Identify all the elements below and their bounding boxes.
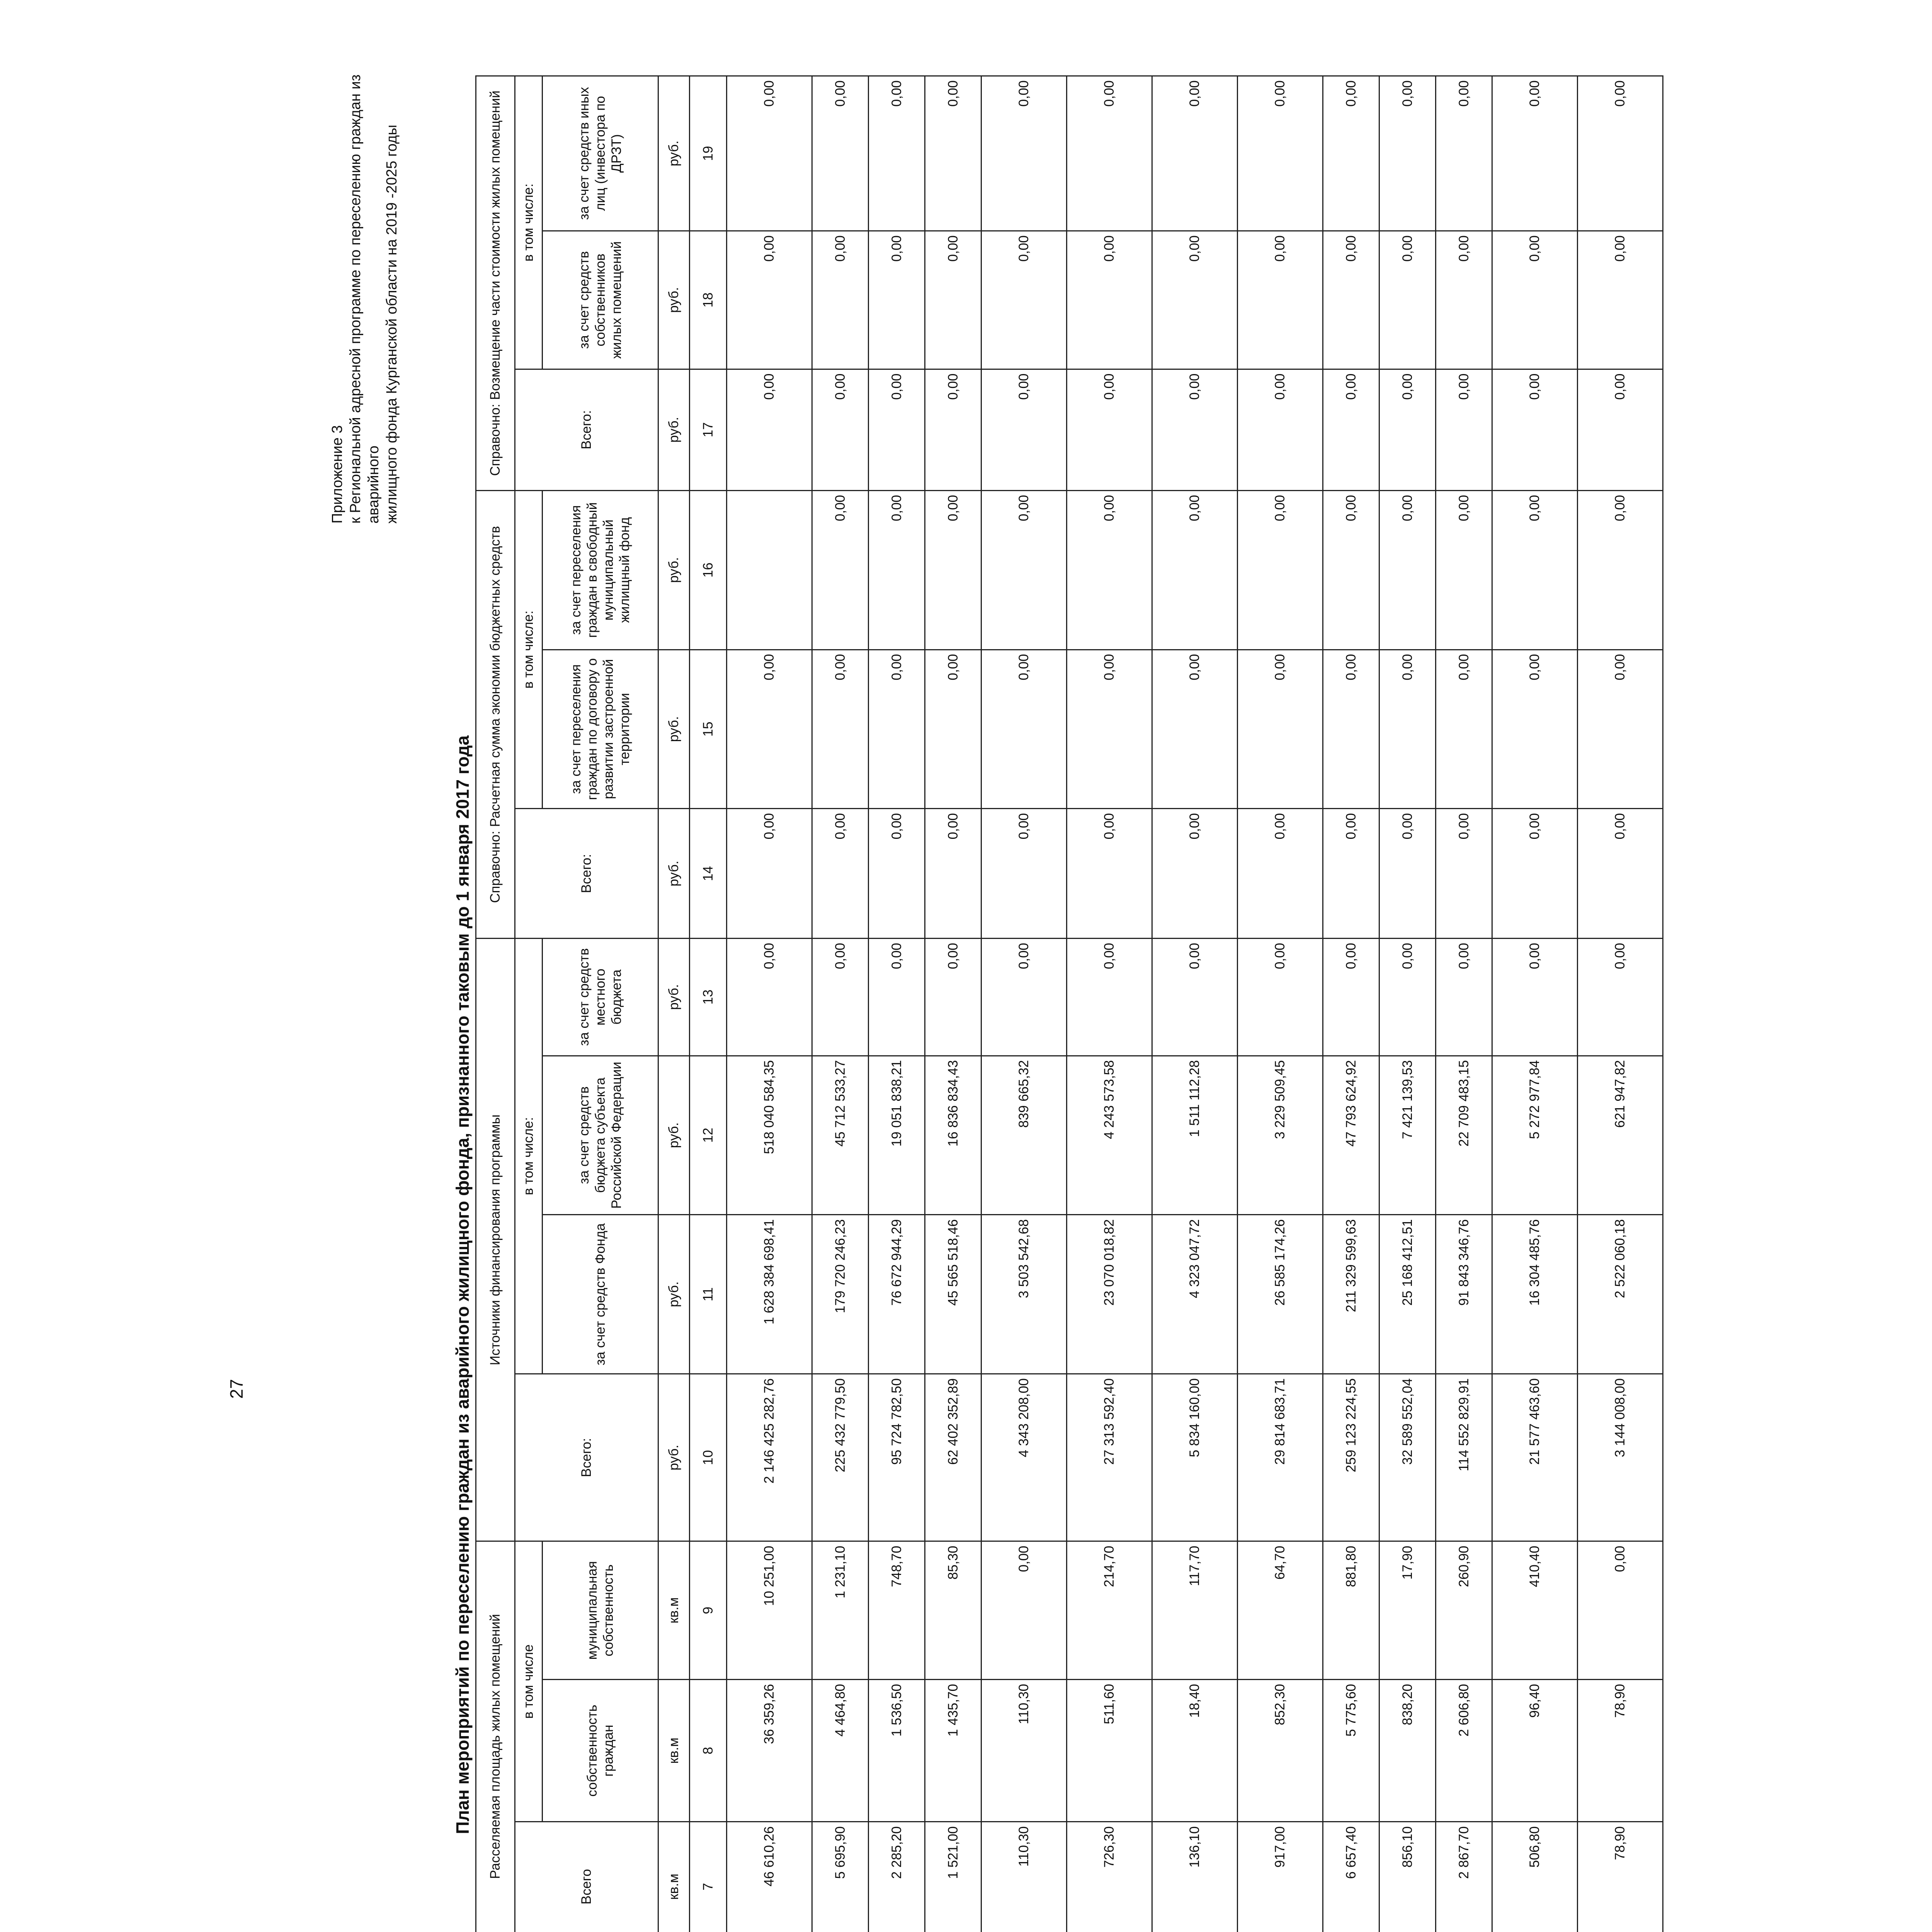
value-cell: 0,00: [1436, 939, 1492, 1056]
value-cell: 0,00: [1379, 490, 1436, 650]
value-cell: 0,00: [1067, 650, 1152, 809]
column-number-cell: 14: [690, 809, 727, 939]
value-cell: 0,00: [869, 650, 925, 809]
column-numbers-row: [690, 76, 727, 1932]
header-savings-free-fund: за счет переселения граждан в свободный муниципальный жилищный фонд: [543, 490, 658, 650]
value-cell: 46 610,26: [727, 1822, 812, 1932]
value-cell: 5 695,90: [812, 1822, 869, 1932]
value-cell: 0,00: [1152, 809, 1238, 939]
value-cell: 0,00: [1578, 231, 1663, 369]
value-cell: 0,00: [1238, 809, 1323, 939]
column-number-cell: 8: [690, 1679, 727, 1821]
value-cell: 16 304 485,76: [1492, 1215, 1578, 1374]
value-cell: 0,00: [812, 809, 869, 939]
value-cell: 0,00: [727, 369, 812, 490]
header-citizens-own-area: собственность граждан: [543, 1679, 658, 1821]
value-cell: 0,00: [727, 650, 812, 809]
value-cell: 0,00: [1323, 76, 1379, 231]
value-cell: 748,70: [869, 1541, 925, 1680]
value-cell: 0,00: [1238, 231, 1323, 369]
appendix-line-3: жилищного фонда Курганской области на 2019 -2025 годы: [384, 124, 400, 524]
header-reimb-incl: в том числе:: [515, 76, 543, 369]
value-cell: 110,30: [981, 1679, 1067, 1821]
unit-cell: кв.м: [658, 1679, 690, 1821]
value-cell: 1 435,70: [925, 1679, 981, 1821]
value-cell: 0,00: [1238, 369, 1323, 490]
value-cell: 0,00: [1492, 939, 1578, 1056]
value-cell: 506,80: [1492, 1822, 1578, 1932]
value-cell: 0,00: [981, 809, 1067, 939]
value-cell: 0,00: [727, 76, 812, 231]
unit-cell: руб.: [658, 1215, 690, 1374]
value-cell: 1 511 112,28: [1152, 1056, 1238, 1215]
appendix-note: [328, 37, 401, 524]
value-cell: 0,00: [1492, 809, 1578, 939]
column-number-cell: 18: [690, 231, 727, 369]
header-other-persons: за счет средств иных лиц (инвестора по ДРЗТ): [543, 76, 658, 231]
header-finance-group: Источники финансирования программы: [476, 939, 515, 1541]
value-cell: 0,00: [981, 650, 1067, 809]
value-cell: 4 243 573,58: [1067, 1056, 1152, 1215]
value-cell: 0,00: [981, 369, 1067, 490]
unit-cell: руб.: [658, 1056, 690, 1215]
value-cell: 0,00: [1067, 369, 1152, 490]
value-cell: 0,00: [1436, 809, 1492, 939]
value-cell: 32 589 552,04: [1379, 1374, 1436, 1541]
document-title: План мероприятий по переселению граждан из аварийного жилищного фонда, признанного таковым до 1 января 2017 года: [452, 735, 473, 1834]
value-cell: 881,80: [1323, 1541, 1379, 1680]
value-cell: 0,00: [1379, 231, 1436, 369]
value-cell: 0,00: [1578, 809, 1663, 939]
value-cell: 0,00: [1152, 369, 1238, 490]
value-cell: 0,00: [1379, 939, 1436, 1056]
value-cell: 64,70: [1238, 1541, 1323, 1680]
value-cell: 917,00: [1238, 1822, 1323, 1932]
value-cell: 0,00: [981, 1541, 1067, 1680]
value-cell: 0,00: [1067, 76, 1152, 231]
value-cell: 1 521,00: [925, 1822, 981, 1932]
value-cell: 0,00: [727, 231, 812, 369]
value-cell: 0,00: [925, 231, 981, 369]
header-area-incl: в том числе: [515, 1541, 543, 1822]
header-row-groups: [476, 76, 515, 1932]
value-cell: 7 421 139,53: [1379, 1056, 1436, 1215]
value-cell: 0,00: [1379, 809, 1436, 939]
value-cell: 0,00: [1323, 369, 1379, 490]
column-number-cell: 19: [690, 76, 727, 231]
value-cell: 2 146 425 282,76: [727, 1374, 812, 1541]
value-cell: 0,00: [1067, 809, 1152, 939]
value-cell: 1 536,50: [869, 1679, 925, 1821]
page-number: 27: [226, 1379, 247, 1399]
value-cell: [727, 490, 812, 650]
column-number-cell: 12: [690, 1056, 727, 1215]
value-cell: 0,00: [1578, 490, 1663, 650]
value-cell: 136,10: [1152, 1822, 1238, 1932]
value-cell: 0,00: [1152, 231, 1238, 369]
unit-cell: руб.: [658, 76, 690, 231]
table-row: [981, 76, 1067, 1932]
value-cell: 0,00: [925, 490, 981, 650]
unit-cell: руб.: [658, 809, 690, 939]
table-row: [1323, 76, 1379, 1932]
table-row: [812, 76, 869, 1932]
value-cell: 3 503 542,68: [981, 1215, 1067, 1374]
header-subject-budget: за счет средств бюджета субъекта Российской Федерации: [543, 1056, 658, 1215]
table-row: [1492, 76, 1578, 1932]
column-number-cell: 15: [690, 650, 727, 809]
unit-cell: кв.м: [658, 1822, 690, 1932]
value-cell: 5 834 160,00: [1152, 1374, 1238, 1541]
value-cell: 839 665,32: [981, 1056, 1067, 1215]
value-cell: 0,00: [1238, 939, 1323, 1056]
value-cell: 0,00: [812, 231, 869, 369]
value-cell: 3 144 008,00: [1578, 1374, 1663, 1541]
value-cell: 47 793 624,92: [1323, 1056, 1379, 1215]
header-fund: за счет средств Фонда: [543, 1215, 658, 1374]
header-reimbursement-group: Справочно: Возмещение части стоимости жилых помещений: [476, 76, 515, 491]
table-row: [925, 76, 981, 1932]
value-cell: 0,00: [981, 76, 1067, 231]
value-cell: 0,00: [1379, 369, 1436, 490]
value-cell: 1 628 384 698,41: [727, 1215, 812, 1374]
value-cell: 0,00: [727, 809, 812, 939]
value-cell: 117,70: [1152, 1541, 1238, 1680]
value-cell: 0,00: [1067, 231, 1152, 369]
value-cell: 0,00: [1152, 650, 1238, 809]
value-cell: 1 231,10: [812, 1541, 869, 1680]
value-cell: 78,90: [1578, 1822, 1663, 1932]
value-cell: 621 947,82: [1578, 1056, 1663, 1215]
column-number-cell: 13: [690, 939, 727, 1056]
value-cell: 0,00: [1067, 490, 1152, 650]
header-row-subcols: [543, 76, 658, 1932]
value-cell: 0,00: [727, 939, 812, 1056]
value-cell: 0,00: [1436, 369, 1492, 490]
header-savings-total: Всего:: [515, 809, 658, 939]
value-cell: 0,00: [1067, 939, 1152, 1056]
value-cell: 95 724 782,50: [869, 1374, 925, 1541]
header-finance-total: Всего:: [515, 1374, 658, 1541]
value-cell: 2 606,80: [1436, 1679, 1492, 1821]
value-cell: 17,90: [1379, 1541, 1436, 1680]
column-number-cell: 10: [690, 1374, 727, 1541]
value-cell: 0,00: [1379, 76, 1436, 231]
value-cell: 0,00: [812, 490, 869, 650]
value-cell: 0,00: [925, 650, 981, 809]
value-cell: 23 070 018,82: [1067, 1215, 1152, 1374]
value-cell: 6 657,40: [1323, 1822, 1379, 1932]
value-cell: 0,00: [1492, 369, 1578, 490]
value-cell: 0,00: [869, 231, 925, 369]
value-cell: 16 836 834,43: [925, 1056, 981, 1215]
value-cell: 0,00: [981, 939, 1067, 1056]
value-cell: 856,10: [1379, 1822, 1436, 1932]
resettlement-plan-table: [475, 75, 1663, 1932]
value-cell: 0,00: [925, 809, 981, 939]
value-cell: 0,00: [1578, 650, 1663, 809]
appendix-line-1: Приложение 3: [329, 425, 345, 524]
table-row: [1067, 76, 1152, 1932]
value-cell: 0,00: [1436, 76, 1492, 231]
value-cell: 0,00: [812, 939, 869, 1056]
column-number-cell: 11: [690, 1215, 727, 1374]
unit-cell: руб.: [658, 231, 690, 369]
value-cell: 214,70: [1067, 1541, 1152, 1680]
column-number-cell: 9: [690, 1541, 727, 1680]
header-area-group: Расселяемая площадь жилых помещений: [476, 1541, 515, 1932]
value-cell: 36 359,26: [727, 1679, 812, 1821]
unit-cell: руб.: [658, 490, 690, 650]
value-cell: 22 709 483,15: [1436, 1056, 1492, 1215]
table-row: [1379, 76, 1436, 1932]
value-cell: 211 329 599,63: [1323, 1215, 1379, 1374]
value-cell: 45 712 533,27: [812, 1056, 869, 1215]
value-cell: 0,00: [812, 369, 869, 490]
value-cell: 91 843 346,76: [1436, 1215, 1492, 1374]
value-cell: 4 323 047,72: [1152, 1215, 1238, 1374]
value-cell: 179 720 246,23: [812, 1215, 869, 1374]
column-number-cell: 17: [690, 369, 727, 490]
value-cell: 0,00: [925, 369, 981, 490]
value-cell: 19 051 838,21: [869, 1056, 925, 1215]
value-cell: 0,00: [1152, 939, 1238, 1056]
value-cell: 259 123 224,55: [1323, 1374, 1379, 1541]
header-savings-group: Справочно: Расчетная сумма экономии бюджетных средств: [476, 490, 515, 938]
value-cell: 76 672 944,29: [869, 1215, 925, 1374]
header-row-incl: [515, 76, 543, 1932]
value-cell: 114 552 829,91: [1436, 1374, 1492, 1541]
value-cell: 0,00: [925, 939, 981, 1056]
value-cell: 26 585 174,26: [1238, 1215, 1323, 1374]
value-cell: 0,00: [1238, 490, 1323, 650]
value-cell: 511,60: [1067, 1679, 1152, 1821]
table-row: [1436, 76, 1492, 1932]
value-cell: 518 040 584,35: [727, 1056, 812, 1215]
header-reimb-total: Всего:: [515, 369, 658, 490]
units-row: [658, 76, 690, 1932]
header-savings-incl: в том числе:: [515, 490, 543, 808]
value-cell: 62 402 352,89: [925, 1374, 981, 1541]
column-number-cell: 7: [690, 1822, 727, 1932]
value-cell: 2 522 060,18: [1578, 1215, 1663, 1374]
appendix-line-2: к Региональной адресной программе по переселению граждан из аварийного: [347, 74, 382, 524]
value-cell: 0,00: [812, 650, 869, 809]
value-cell: 10 251,00: [727, 1541, 812, 1680]
column-number-cell: 16: [690, 490, 727, 650]
value-cell: 0,00: [1436, 490, 1492, 650]
value-cell: 726,30: [1067, 1822, 1152, 1932]
value-cell: 25 168 412,51: [1379, 1215, 1436, 1374]
value-cell: 0,00: [869, 939, 925, 1056]
unit-cell: кв.м: [658, 1541, 690, 1680]
value-cell: 4 343 208,00: [981, 1374, 1067, 1541]
table-row: [1578, 76, 1663, 1932]
value-cell: 0,00: [1323, 809, 1379, 939]
value-cell: 0,00: [1323, 939, 1379, 1056]
value-cell: 0,00: [1578, 939, 1663, 1056]
value-cell: 0,00: [869, 76, 925, 231]
value-cell: 0,00: [1578, 369, 1663, 490]
table-row: [869, 76, 925, 1932]
value-cell: 0,00: [869, 490, 925, 650]
value-cell: 5 272 977,84: [1492, 1056, 1578, 1215]
value-cell: 0,00: [869, 809, 925, 939]
value-cell: 0,00: [1238, 76, 1323, 231]
table-row: [1152, 76, 1238, 1932]
value-cell: 18,40: [1152, 1679, 1238, 1821]
unit-cell: руб.: [658, 1374, 690, 1541]
value-cell: 45 565 518,46: [925, 1215, 981, 1374]
value-cell: 0,00: [1578, 76, 1663, 231]
value-cell: 0,00: [1578, 1541, 1663, 1680]
value-cell: 0,00: [869, 369, 925, 490]
unit-cell: руб.: [658, 939, 690, 1056]
value-cell: 0,00: [1492, 650, 1578, 809]
unit-cell: руб.: [658, 650, 690, 809]
header-municipal-own-area: муниципальная собственность: [543, 1541, 658, 1680]
value-cell: 0,00: [1436, 231, 1492, 369]
value-cell: 0,00: [1492, 231, 1578, 369]
value-cell: 0,00: [1238, 650, 1323, 809]
value-cell: 27 313 592,40: [1067, 1374, 1152, 1541]
value-cell: 0,00: [1323, 650, 1379, 809]
value-cell: 0,00: [981, 231, 1067, 369]
value-cell: 0,00: [812, 76, 869, 231]
value-cell: 0,00: [981, 490, 1067, 650]
header-savings-development: за счет переселения граждан по договору о развитии застроенной территории: [543, 650, 658, 809]
value-cell: 410,40: [1492, 1541, 1578, 1680]
value-cell: 96,40: [1492, 1679, 1578, 1821]
value-cell: 2 867,70: [1436, 1822, 1492, 1932]
value-cell: 78,90: [1578, 1679, 1663, 1821]
value-cell: 0,00: [1492, 490, 1578, 650]
value-cell: 3 229 509,45: [1238, 1056, 1323, 1215]
value-cell: 0,00: [1152, 490, 1238, 650]
value-cell: 2 285,20: [869, 1822, 925, 1932]
header-area-total: Всего: [515, 1822, 658, 1932]
value-cell: 0,00: [1436, 650, 1492, 809]
value-cell: 5 775,60: [1323, 1679, 1379, 1821]
value-cell: 852,30: [1238, 1679, 1323, 1821]
header-finance-incl: в том числе:: [515, 939, 543, 1374]
value-cell: 4 464,80: [812, 1679, 869, 1821]
table-row: [1238, 76, 1323, 1932]
value-cell: 110,30: [981, 1822, 1067, 1932]
value-cell: 21 577 463,60: [1492, 1374, 1578, 1541]
value-cell: 85,30: [925, 1541, 981, 1680]
header-local-budget: за счет средств местного бюджета: [543, 939, 658, 1056]
value-cell: 29 814 683,71: [1238, 1374, 1323, 1541]
value-cell: 0,00: [1492, 76, 1578, 231]
value-cell: 0,00: [1323, 490, 1379, 650]
value-cell: 0,00: [1152, 76, 1238, 231]
header-owners: за счет средств собственников жилых помещений: [543, 231, 658, 369]
value-cell: 0,00: [1379, 650, 1436, 809]
table-row: [727, 76, 812, 1932]
value-cell: 260,90: [1436, 1541, 1492, 1680]
value-cell: 838,20: [1379, 1679, 1436, 1821]
value-cell: 225 432 779,50: [812, 1374, 869, 1541]
value-cell: 0,00: [1323, 231, 1379, 369]
unit-cell: руб.: [658, 369, 690, 490]
value-cell: 0,00: [925, 76, 981, 231]
